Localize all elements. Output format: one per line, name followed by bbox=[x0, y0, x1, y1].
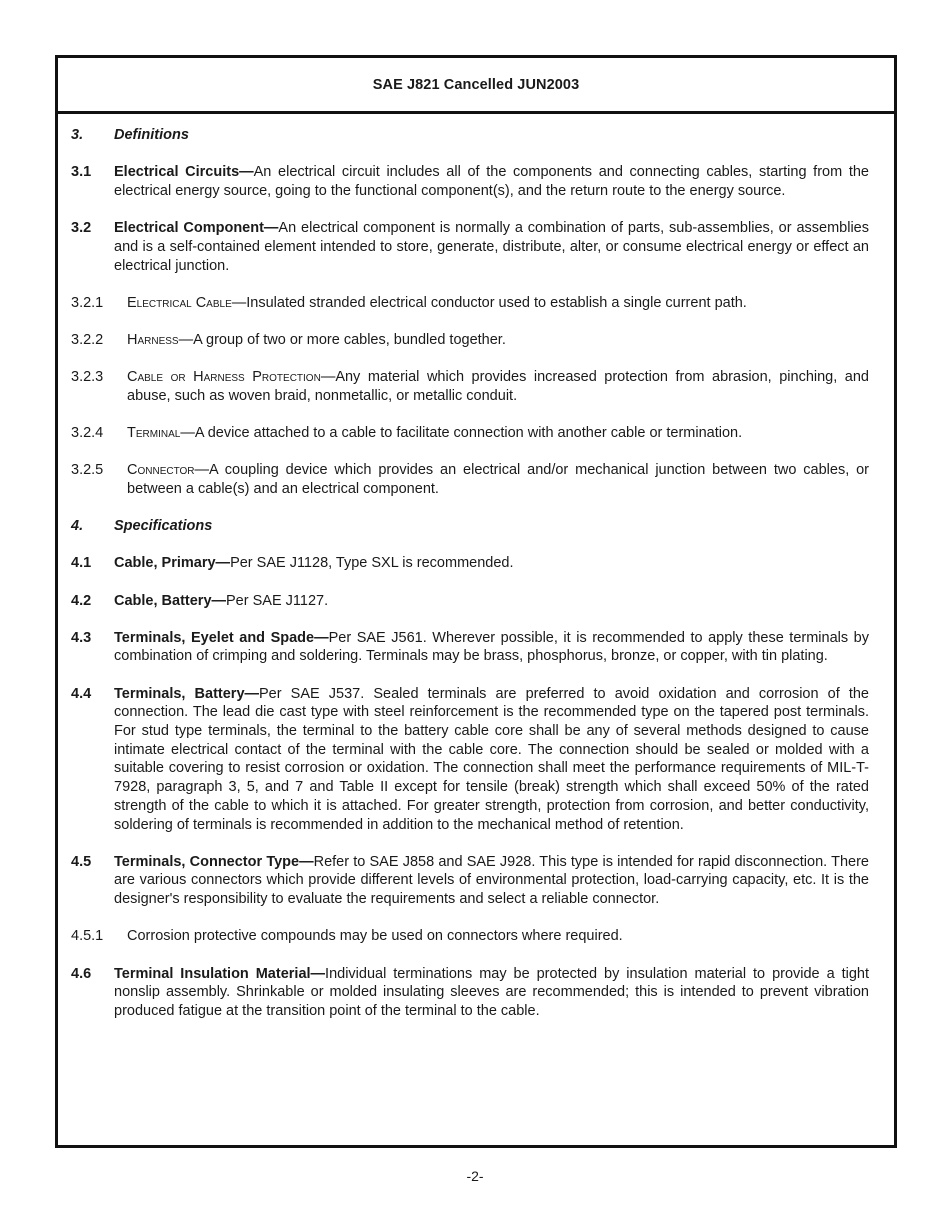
document-title: SAE J821 Cancelled JUN2003 bbox=[372, 76, 580, 93]
section-title: Definitions bbox=[114, 127, 189, 143]
section-number: 3.2.1 bbox=[71, 294, 104, 311]
section-number: 3.1 bbox=[71, 164, 92, 181]
section-paragraph bbox=[114, 592, 869, 611]
section-text: Per SAE J537. Sealed terminals are preferred to avoid oxidation and corrosion of the connection. The lead die cast type with steel reinforcement is the recommended type on the tapered post terminals. For stud type terminals, the terminal to the battery cable core shall be any of several methods designed to cause intimate electrical contact of the terminal with the cable core. The connection should be sealed or molded with a suitable covering to resist corrosion or oxidation. The connection shall meet the performance requirements of MIL-T-7928, paragraph 3, 5, and 7 and Table II except for tensile (break) strength which shall exceed 50% of the rated strength of the cable to which it is attached. For greater strength, protection from corrosion, and better conductivity, soldering of terminals is recommended in addition to the mechanical method of retention. bbox=[114, 685, 869, 833]
section-paragraph bbox=[114, 163, 869, 200]
section-lead: Connector bbox=[127, 462, 195, 479]
section-paragraph bbox=[114, 853, 869, 909]
document-header bbox=[58, 58, 894, 114]
section-lead: Electrical Circuits— bbox=[114, 164, 254, 181]
section-4-1 bbox=[71, 554, 869, 573]
section-text: —Insulated stranded electrical conductor used to establish a single current path. bbox=[231, 294, 747, 311]
section-title: Specifications bbox=[114, 518, 213, 535]
section-text: Per SAE J561. Wherever possible, it is recommended to apply these terminals by combination of crimping and soldering. Terminals may be brass, phosphorus, bronze, or copper, with tin plating. bbox=[114, 629, 869, 665]
section-number: 4.2 bbox=[71, 592, 92, 609]
section-lead: Cable, Battery— bbox=[114, 592, 227, 609]
section-lead: Terminals, Battery— bbox=[114, 685, 260, 702]
section-lead: Terminals, Eyelet and Spade— bbox=[114, 629, 329, 646]
section-4-5 bbox=[71, 853, 869, 909]
section-number: 3.2 bbox=[71, 220, 92, 237]
section-text: —A device attached to a cable to facilitate connection with another cable or termination. bbox=[180, 425, 743, 442]
section-text: Refer to SAE J858 and SAE J928. This type is intended for rapid disconnection. There are various connectors which provide different levels of environmental protection, load-carrying capacity, etc. It is the designer's responsibility to evaluate the requirements and select a reliable connector. bbox=[114, 853, 869, 908]
section-text: —Any material which provides increased protection from abrasion, pinching, and abuse, such as woven braid, nonmetallic, or metallic conduit. bbox=[127, 369, 869, 404]
section-number: 4.6 bbox=[71, 965, 92, 982]
section-3-2 bbox=[71, 219, 869, 275]
section-text: Per SAE J1127. bbox=[226, 592, 329, 609]
section-text: —A coupling device which provides an electrical and/or mechanical junction between two cables, or between a cable(s) and an electrical component. bbox=[127, 462, 869, 497]
section-number: 4.5.1 bbox=[71, 928, 104, 945]
section-paragraph bbox=[114, 965, 869, 1021]
section-paragraph bbox=[127, 461, 869, 498]
section-paragraph bbox=[127, 927, 869, 946]
section-lead: Cable, Primary— bbox=[114, 555, 231, 572]
section-paragraph bbox=[114, 219, 869, 275]
section-lead: Electrical Component— bbox=[114, 220, 279, 237]
document-frame bbox=[55, 55, 897, 1148]
section-paragraph bbox=[127, 331, 869, 350]
section-lead: Terminals, Connector Type— bbox=[114, 853, 314, 870]
section-text: Individual terminations may be protected by insulation material to provide a tight nonslip assembly. Shrinkable or molded insulating sleeves are recommended; this is intended to prevent vibration produced fatigue at the transition point of the terminal to the cable. bbox=[114, 965, 869, 1019]
section-paragraph bbox=[127, 368, 869, 405]
section-paragraph bbox=[114, 554, 869, 573]
section-text: An electrical component is normally a combination of parts, sub-assemblies, or assemblies and is a self-contained element intended to store, generate, distribute, alter, or consume electrical energy or effect an electrical junction. bbox=[114, 220, 869, 274]
section-4-heading bbox=[71, 517, 869, 536]
section-3-2-3 bbox=[71, 368, 869, 405]
section-lead: Cable or Harness Protection bbox=[127, 369, 321, 386]
section-number: 4. bbox=[71, 518, 84, 535]
section-3-2-4 bbox=[71, 424, 869, 443]
section-4-6 bbox=[71, 965, 869, 1021]
section-3-2-1 bbox=[71, 294, 869, 313]
section-paragraph bbox=[127, 424, 869, 443]
section-number: 3.2.4 bbox=[71, 425, 104, 442]
section-4-3 bbox=[71, 629, 869, 666]
section-lead: Electrical Cable bbox=[127, 294, 232, 311]
section-3-2-5 bbox=[71, 461, 869, 498]
section-text: Corrosion protective compounds may be used on connectors where required. bbox=[127, 928, 623, 945]
section-3-1 bbox=[71, 163, 869, 200]
section-text: An electrical circuit includes all of the components and connecting cables, starting from the electrical energy source, going to the functional component(s), and the return route to the energy source. bbox=[114, 164, 869, 199]
section-number: 4.3 bbox=[71, 629, 92, 646]
section-number: 4.5 bbox=[71, 853, 92, 870]
section-number: 4.1 bbox=[71, 555, 92, 572]
document-body bbox=[58, 114, 894, 1021]
section-lead: Terminal bbox=[127, 425, 181, 442]
section-lead: Terminal Insulation Material— bbox=[114, 965, 326, 982]
section-number: 3. bbox=[71, 127, 84, 143]
section-3-2-2 bbox=[71, 331, 869, 350]
section-3-heading bbox=[71, 126, 869, 145]
section-paragraph bbox=[127, 294, 869, 313]
page-number: -2- bbox=[466, 1168, 484, 1184]
section-number: 3.2.2 bbox=[71, 331, 104, 348]
section-number: 3.2.3 bbox=[71, 369, 104, 386]
section-4-5-1 bbox=[71, 927, 869, 946]
section-4-4 bbox=[71, 685, 869, 835]
section-paragraph bbox=[114, 629, 869, 666]
section-text: Per SAE J1128, Type SXL is recommended. bbox=[230, 555, 514, 572]
section-lead: Harness bbox=[127, 331, 179, 348]
section-number: 4.4 bbox=[71, 685, 92, 702]
section-paragraph bbox=[114, 685, 869, 835]
section-4-2 bbox=[71, 592, 869, 611]
section-number: 3.2.5 bbox=[71, 462, 104, 479]
section-text: —A group of two or more cables, bundled together. bbox=[178, 331, 506, 348]
